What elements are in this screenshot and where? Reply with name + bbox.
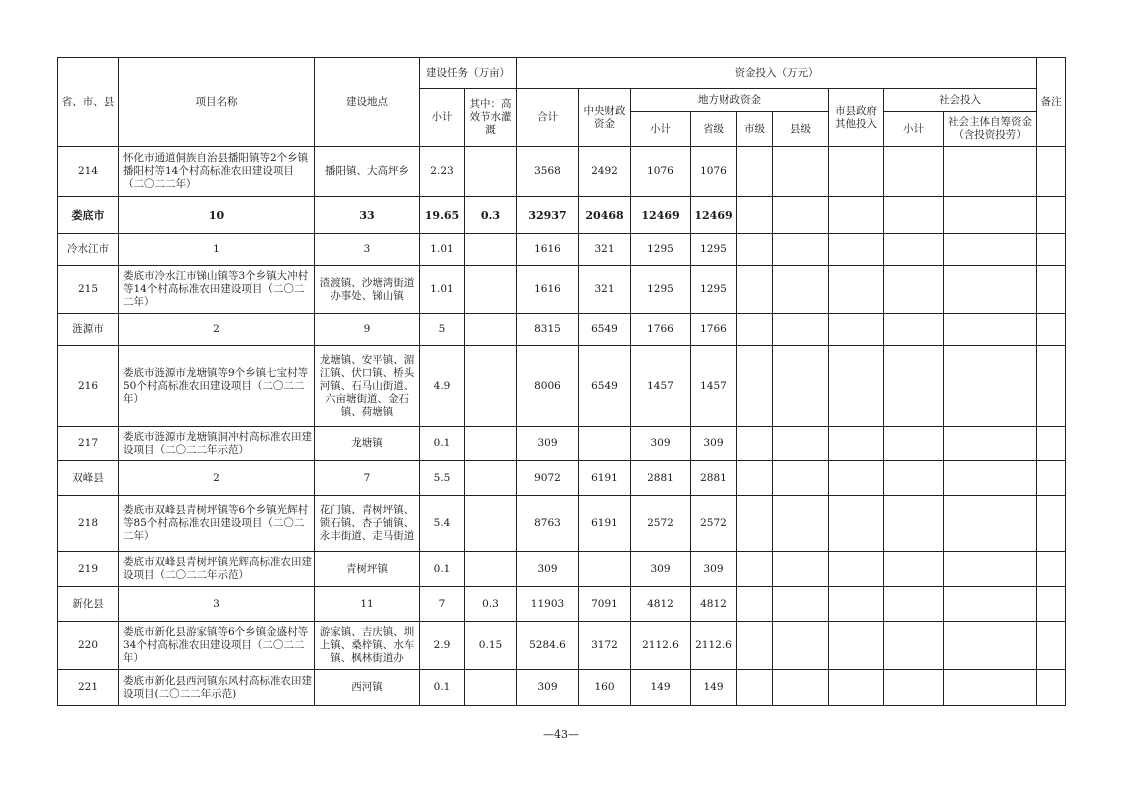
cell-location: 龙塘镇	[315, 427, 420, 461]
cell-water-saving	[465, 427, 517, 461]
cell-county	[773, 346, 829, 427]
cell-location: 西河镇	[315, 670, 420, 706]
cell-county	[773, 496, 829, 552]
cell-location: 33	[315, 197, 420, 234]
cell-provincial: 1766	[691, 314, 737, 346]
cell-total: 5284.6	[517, 622, 579, 670]
cell-provincial: 2881	[691, 461, 737, 496]
table-row	[58, 427, 1066, 461]
cell-city	[737, 346, 773, 427]
cell-central-funds: 6191	[579, 496, 631, 552]
cell-total: 9072	[517, 461, 579, 496]
cell-project-name: 3	[119, 587, 315, 622]
cell-total: 1616	[517, 234, 579, 266]
table-row	[58, 461, 1066, 496]
cell-location: 花门镇、青树坪镇、锁石镇、杏子铺镇、永丰街道、走马街道	[315, 496, 420, 552]
cell-county	[773, 587, 829, 622]
cell-gov-other	[829, 552, 884, 587]
cell-location: 播阳镇、大高坪乡	[315, 147, 420, 197]
cell-water-saving: 0.3	[465, 587, 517, 622]
cell-provincial: 12469	[691, 197, 737, 234]
cell-provincial: 1295	[691, 266, 737, 314]
cell-total: 1616	[517, 266, 579, 314]
cell-local-subtotal: 1295	[631, 234, 691, 266]
cell-county	[773, 234, 829, 266]
cell-social-subtotal	[884, 147, 944, 197]
cell-self-raised	[944, 147, 1037, 197]
cell-self-raised	[944, 346, 1037, 427]
table-row	[58, 314, 1066, 346]
cell-project-name: 娄底市涟源市龙塘镇等9个乡镇七宝村等50个村高标准农田建设项目（二〇二二年）	[119, 346, 315, 427]
cell-remark	[1037, 622, 1066, 670]
cell-remark	[1037, 147, 1066, 197]
cell-task-subtotal: 0.1	[420, 552, 465, 587]
cell-location: 青树坪镇	[315, 552, 420, 587]
cell-city	[737, 622, 773, 670]
cell-local-subtotal: 1295	[631, 266, 691, 314]
cell-provincial: 149	[691, 670, 737, 706]
cell-city	[737, 552, 773, 587]
cell-social-subtotal	[884, 197, 944, 234]
cell-central-funds: 321	[579, 234, 631, 266]
cell-task-subtotal: 5.4	[420, 496, 465, 552]
cell-central-funds: 2492	[579, 147, 631, 197]
cell-social-subtotal	[884, 427, 944, 461]
cell-city	[737, 234, 773, 266]
cell-self-raised	[944, 670, 1037, 706]
cell-water-saving: 0.3	[465, 197, 517, 234]
cell-remark	[1037, 266, 1066, 314]
cell-city	[737, 496, 773, 552]
cell-social-subtotal	[884, 622, 944, 670]
cell-provincial: 1076	[691, 147, 737, 197]
cell-self-raised	[944, 496, 1037, 552]
cell-project-name: 怀化市通道侗族自治县播阳镇等2个乡镇播阳村等14个村高标准农田建设项目（二〇二二年）	[119, 147, 315, 197]
header-central-funds: 中央财政资金	[579, 89, 631, 147]
cell-total: 309	[517, 670, 579, 706]
cell-total: 8315	[517, 314, 579, 346]
cell-gov-other	[829, 147, 884, 197]
header-local-group: 地方财政资金	[631, 89, 829, 112]
cell-county	[773, 197, 829, 234]
table-row	[58, 234, 1066, 266]
cell-total: 309	[517, 427, 579, 461]
cell-social-subtotal	[884, 670, 944, 706]
cell-county	[773, 461, 829, 496]
cell-water-saving	[465, 496, 517, 552]
cell-region-or-id: 221	[58, 670, 119, 706]
cell-location: 龙塘镇、安平镇、湄江镇、伏口镇、桥头河镇、石马山街道、六亩塘街道、金石镇、荷塘镇	[315, 346, 420, 427]
cell-remark	[1037, 670, 1066, 706]
cell-social-subtotal	[884, 346, 944, 427]
cell-water-saving	[465, 234, 517, 266]
cell-gov-other	[829, 622, 884, 670]
cell-region-or-id: 220	[58, 622, 119, 670]
cell-social-subtotal	[884, 461, 944, 496]
cell-water-saving	[465, 266, 517, 314]
cell-provincial: 309	[691, 552, 737, 587]
header-social-group: 社会投入	[884, 89, 1037, 112]
table-row	[58, 147, 1066, 197]
cell-local-subtotal: 4812	[631, 587, 691, 622]
table-row	[58, 552, 1066, 587]
cell-gov-other	[829, 461, 884, 496]
cell-remark	[1037, 346, 1066, 427]
table-row	[58, 496, 1066, 552]
cell-self-raised	[944, 461, 1037, 496]
cell-central-funds: 160	[579, 670, 631, 706]
cell-region-or-id: 214	[58, 147, 119, 197]
cell-county	[773, 670, 829, 706]
cell-provincial: 4812	[691, 587, 737, 622]
cell-central-funds: 321	[579, 266, 631, 314]
cell-project-name: 娄底市冷水江市锑山镇等3个乡镇大冲村等14个村高标准农田建设项目（二〇二二年）	[119, 266, 315, 314]
table-row	[58, 622, 1066, 670]
cell-gov-other	[829, 197, 884, 234]
cell-social-subtotal	[884, 234, 944, 266]
cell-local-subtotal: 1457	[631, 346, 691, 427]
cell-region-or-id: 涟源市	[58, 314, 119, 346]
cell-county	[773, 427, 829, 461]
cell-task-subtotal: 2.9	[420, 622, 465, 670]
cell-region-or-id: 219	[58, 552, 119, 587]
cell-gov-other	[829, 266, 884, 314]
cell-social-subtotal	[884, 552, 944, 587]
cell-city	[737, 266, 773, 314]
header-provincial: 省级	[691, 112, 737, 147]
cell-local-subtotal: 2881	[631, 461, 691, 496]
cell-self-raised	[944, 587, 1037, 622]
header-location: 建设地点	[315, 58, 420, 147]
cell-city	[737, 314, 773, 346]
cell-remark	[1037, 197, 1066, 234]
cell-local-subtotal: 12469	[631, 197, 691, 234]
cell-central-funds	[579, 427, 631, 461]
cell-task-subtotal: 5	[420, 314, 465, 346]
cell-social-subtotal	[884, 314, 944, 346]
header-task-subtotal: 小计	[420, 89, 465, 147]
cell-remark	[1037, 461, 1066, 496]
cell-location: 游家镇、吉庆镇、圳上镇、桑梓镇、水车镇、枫林街道办	[315, 622, 420, 670]
cell-water-saving	[465, 147, 517, 197]
cell-self-raised	[944, 234, 1037, 266]
cell-central-funds: 7091	[579, 587, 631, 622]
header-city: 市级	[737, 112, 773, 147]
cell-total: 11903	[517, 587, 579, 622]
cell-gov-other	[829, 496, 884, 552]
page-number: —43—	[543, 728, 579, 741]
cell-water-saving	[465, 314, 517, 346]
header-task-group: 建设任务（万亩）	[420, 58, 517, 89]
cell-social-subtotal	[884, 496, 944, 552]
cell-central-funds: 6549	[579, 346, 631, 427]
header-project-name: 项目名称	[119, 58, 315, 147]
cell-county	[773, 266, 829, 314]
cell-remark	[1037, 314, 1066, 346]
cell-self-raised	[944, 622, 1037, 670]
cell-remark	[1037, 587, 1066, 622]
header-funds-group: 资金投入（万元）	[517, 58, 1037, 89]
cell-local-subtotal: 149	[631, 670, 691, 706]
cell-social-subtotal	[884, 266, 944, 314]
header-county: 县级	[773, 112, 829, 147]
cell-gov-other	[829, 670, 884, 706]
cell-task-subtotal: 1.01	[420, 266, 465, 314]
cell-location: 9	[315, 314, 420, 346]
cell-provincial: 2112.6	[691, 622, 737, 670]
cell-provincial: 1295	[691, 234, 737, 266]
cell-task-subtotal: 19.65	[420, 197, 465, 234]
cell-county	[773, 314, 829, 346]
table-body	[58, 147, 1066, 706]
cell-total: 8006	[517, 346, 579, 427]
cell-county	[773, 552, 829, 587]
cell-city	[737, 670, 773, 706]
cell-remark	[1037, 427, 1066, 461]
cell-total: 3568	[517, 147, 579, 197]
cell-self-raised	[944, 314, 1037, 346]
cell-remark	[1037, 496, 1066, 552]
cell-project-name: 1	[119, 234, 315, 266]
cell-self-raised	[944, 266, 1037, 314]
cell-gov-other	[829, 234, 884, 266]
cell-project-name: 娄底市双峰县青树坪镇等6个乡镇光辉村等85个村高标准农田建设项目（二〇二二年）	[119, 496, 315, 552]
cell-location: 11	[315, 587, 420, 622]
fund-table-sheet	[57, 57, 1065, 706]
header-water-saving: 其中：高效节水灌溉	[465, 89, 517, 147]
cell-region-or-id: 215	[58, 266, 119, 314]
cell-central-funds: 6191	[579, 461, 631, 496]
cell-task-subtotal: 4.9	[420, 346, 465, 427]
cell-water-saving: 0.15	[465, 622, 517, 670]
cell-region-or-id: 娄底市	[58, 197, 119, 234]
cell-local-subtotal: 2112.6	[631, 622, 691, 670]
table-row	[58, 346, 1066, 427]
header-self-raised: 社会主体自筹资金（含投资投劳）	[944, 112, 1037, 147]
cell-water-saving	[465, 346, 517, 427]
cell-total: 8763	[517, 496, 579, 552]
cell-central-funds	[579, 552, 631, 587]
cell-city	[737, 427, 773, 461]
cell-gov-other	[829, 346, 884, 427]
cell-task-subtotal: 0.1	[420, 670, 465, 706]
cell-provincial: 2572	[691, 496, 737, 552]
cell-local-subtotal: 309	[631, 552, 691, 587]
table-row	[58, 587, 1066, 622]
cell-local-subtotal: 309	[631, 427, 691, 461]
cell-remark	[1037, 552, 1066, 587]
cell-gov-other	[829, 314, 884, 346]
cell-provincial: 1457	[691, 346, 737, 427]
header-region: 省、市、县	[58, 58, 119, 147]
cell-city	[737, 147, 773, 197]
header-remark: 备注	[1037, 58, 1066, 147]
cell-project-name: 10	[119, 197, 315, 234]
header-gov-other: 市县政府其他投入	[829, 89, 884, 147]
cell-region-or-id: 218	[58, 496, 119, 552]
cell-project-name: 2	[119, 461, 315, 496]
cell-project-name: 2	[119, 314, 315, 346]
cell-project-name: 娄底市新化县游家镇等6个乡镇金盛村等34个村高标准农田建设项目（二〇二二年）	[119, 622, 315, 670]
cell-city	[737, 197, 773, 234]
cell-central-funds: 20468	[579, 197, 631, 234]
header-social-subtotal: 小计	[884, 112, 944, 147]
cell-location: 7	[315, 461, 420, 496]
cell-city	[737, 461, 773, 496]
header-local-subtotal: 小计	[631, 112, 691, 147]
cell-region-or-id: 冷水江市	[58, 234, 119, 266]
cell-task-subtotal: 5.5	[420, 461, 465, 496]
cell-remark	[1037, 234, 1066, 266]
cell-task-subtotal: 0.1	[420, 427, 465, 461]
cell-region-or-id: 新化县	[58, 587, 119, 622]
table-row	[58, 670, 1066, 706]
cell-region-or-id: 217	[58, 427, 119, 461]
cell-central-funds: 3172	[579, 622, 631, 670]
cell-water-saving	[465, 461, 517, 496]
header-total: 合计	[517, 89, 579, 147]
cell-local-subtotal: 1766	[631, 314, 691, 346]
cell-local-subtotal: 2572	[631, 496, 691, 552]
cell-city	[737, 587, 773, 622]
cell-gov-other	[829, 427, 884, 461]
cell-total: 32937	[517, 197, 579, 234]
cell-task-subtotal: 2.23	[420, 147, 465, 197]
cell-water-saving	[465, 670, 517, 706]
table-row	[58, 266, 1066, 314]
cell-location: 3	[315, 234, 420, 266]
cell-region-or-id: 216	[58, 346, 119, 427]
cell-location: 渣渡镇、沙塘湾街道办事处、锑山镇	[315, 266, 420, 314]
cell-county	[773, 622, 829, 670]
cell-provincial: 309	[691, 427, 737, 461]
cell-task-subtotal: 7	[420, 587, 465, 622]
cell-self-raised	[944, 197, 1037, 234]
cell-task-subtotal: 1.01	[420, 234, 465, 266]
cell-county	[773, 147, 829, 197]
cell-local-subtotal: 1076	[631, 147, 691, 197]
cell-project-name: 娄底市涟源市龙塘镇洞冲村高标准农田建设项目（二〇二二年示范）	[119, 427, 315, 461]
cell-total: 309	[517, 552, 579, 587]
table-row	[58, 197, 1066, 234]
cell-self-raised	[944, 427, 1037, 461]
cell-project-name: 娄底市双峰县青树坪镇光辉高标准农田建设项目（二〇二二年示范）	[119, 552, 315, 587]
cell-water-saving	[465, 552, 517, 587]
cell-region-or-id: 双峰县	[58, 461, 119, 496]
cell-social-subtotal	[884, 587, 944, 622]
cell-project-name: 娄底市新化县西河镇东风村高标准农田建设项目(二〇二二年示范)	[119, 670, 315, 706]
cell-central-funds: 6549	[579, 314, 631, 346]
fund-table	[57, 57, 1066, 706]
cell-self-raised	[944, 552, 1037, 587]
cell-gov-other	[829, 587, 884, 622]
